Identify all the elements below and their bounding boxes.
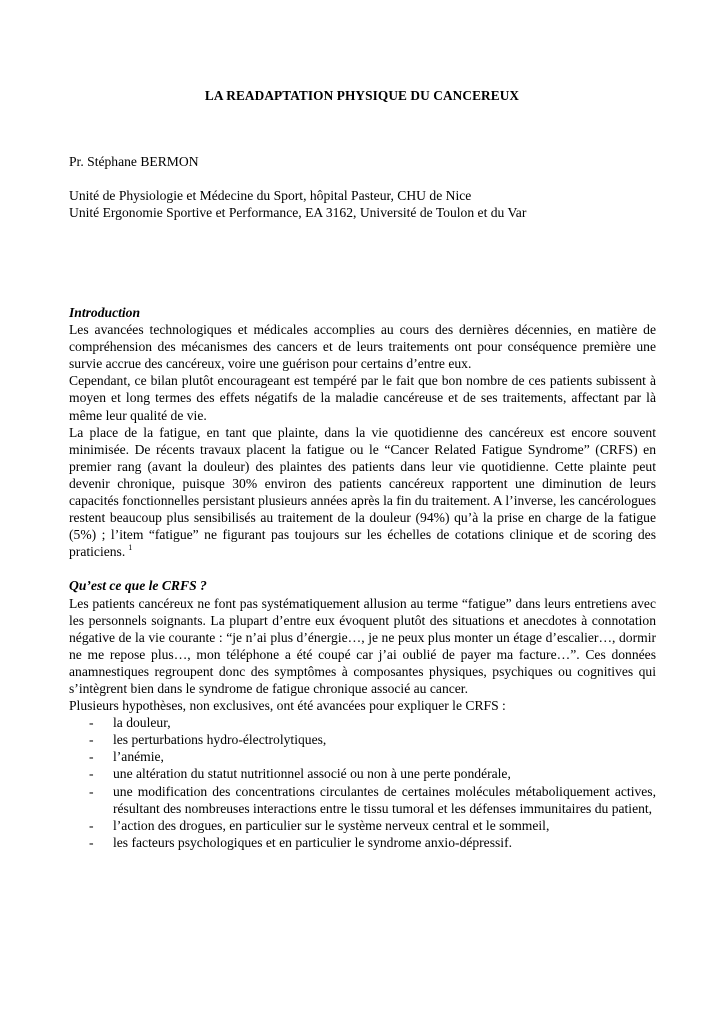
paragraph: Les avancées technologiques et médicales accomplies au cours des dernières décennies, en matière de compréhension des mécanismes des cancers et de leurs traitements ont pour conséquence première une survie accrue des cancéreux, voire une guérison pour certains d’entre eux.	[69, 322, 656, 372]
section-heading-crfs: Qu’est ce que le CRFS ?	[69, 578, 207, 594]
list-item	[69, 765, 656, 782]
bullet-dash: -	[89, 749, 94, 765]
list-item-text: une altération du statut nutritionnel associé ou non à une perte pondérale,	[113, 766, 511, 782]
paragraph-text: La place de la fatigue, en tant que plainte, dans la vie quotidienne des cancéreux est encore souvent minimisée. De récents travaux placent la fatigue ou le “Cancer Related Fatigue Syndrome” (CRFS) en premier rang (avant la douleur) des plaintes des patients dans leur vie quotidienne. Cette plainte peut devenir chronique, puisque 30% environ des patients cancéreux rapportent une diminution de leurs capacités fonctionnelles persistant plusieurs années après la fin du traitement. A l’inverse, les cancérologues restent beaucoup plus sensibilisés au traitement de la douleur (94%) qu’à la prise en charge de la fatigue (5%) ; l’item “fatigue” ne figurant pas toujours sur les échelles de cotations clinique et de scoring des praticiens.	[69, 424, 656, 560]
document-title: LA READAPTATION PHYSIQUE DU CANCEREUX	[204, 88, 520, 103]
list-item	[69, 817, 656, 834]
affiliation-line: Unité de Physiologie et Médecine du Sport, hôpital Pasteur, CHU de Nice	[69, 188, 472, 203]
list-item	[69, 748, 656, 765]
spacer	[69, 560, 656, 577]
hypothesis-list	[69, 714, 656, 851]
paragraph	[69, 424, 656, 561]
footnote-reference: 1	[128, 543, 133, 553]
bullet-dash: -	[89, 715, 94, 731]
list-item-text: les facteurs psychologiques et en particulier le syndrome anxio-dépressif.	[113, 834, 512, 850]
list-item-text: l’action des drogues, en particulier sur le système nerveux central et le sommeil,	[113, 817, 550, 833]
list-item	[69, 714, 656, 731]
bullet-dash: -	[89, 732, 94, 748]
document-body	[69, 304, 656, 851]
list-item-text: la douleur,	[113, 715, 171, 731]
paragraph: Plusieurs hypothèses, non exclusives, ont été avancées pour expliquer le CRFS :	[69, 698, 506, 714]
list-item-text: les perturbations hydro-électrolytiques,	[113, 732, 327, 748]
author-name: Pr. Stéphane BERMON	[69, 154, 199, 169]
list-item-text: une modification des concentrations circulantes de certaines molécules métaboliquement actives, résultant des nombreuses interactions entre le tissu tumoral et les défenses immunitaires du patient,	[113, 783, 656, 816]
list-item	[69, 731, 656, 748]
affiliation-line: Unité Ergonomie Sportive et Performance, EA 3162, Université de Toulon et du Var	[69, 205, 527, 220]
bullet-dash: -	[89, 783, 94, 799]
paragraph: Cependant, ce bilan plutôt encourageant est tempéré par le fait que bon nombre de ces patients subissent à moyen et long termes des effets négatifs de la maladie cancéreuse et de ses traitements, affectant par là même leur qualité de vie.	[69, 373, 656, 423]
list-item	[69, 783, 656, 817]
bullet-dash: -	[89, 817, 94, 833]
bullet-dash: -	[89, 766, 94, 782]
list-item	[69, 834, 656, 851]
list-item-text: l’anémie,	[113, 749, 164, 765]
paragraph: Les patients cancéreux ne font pas systématiquement allusion au terme “fatigue” dans leurs entretiens avec les personnels soignants. La plupart d’entre eux évoquent plutôt des situations et anecdotes à connotation négative de la vie courante : “je n’ai plus d’énergie…, je ne peux plus monter un étage d’escalier…, dormir ne me repose plus…, mon téléphone a été coupé car j’ai oublié de payer ma facture…”. Ces données anamnestiques regroupent donc des symptômes à composantes physiques, psychiques ou cognitives qui s’intègrent bien dans le syndrome de fatigue chronique associé au cancer.	[69, 595, 656, 696]
section-heading-introduction: Introduction	[69, 305, 141, 320]
bullet-dash: -	[89, 834, 94, 850]
